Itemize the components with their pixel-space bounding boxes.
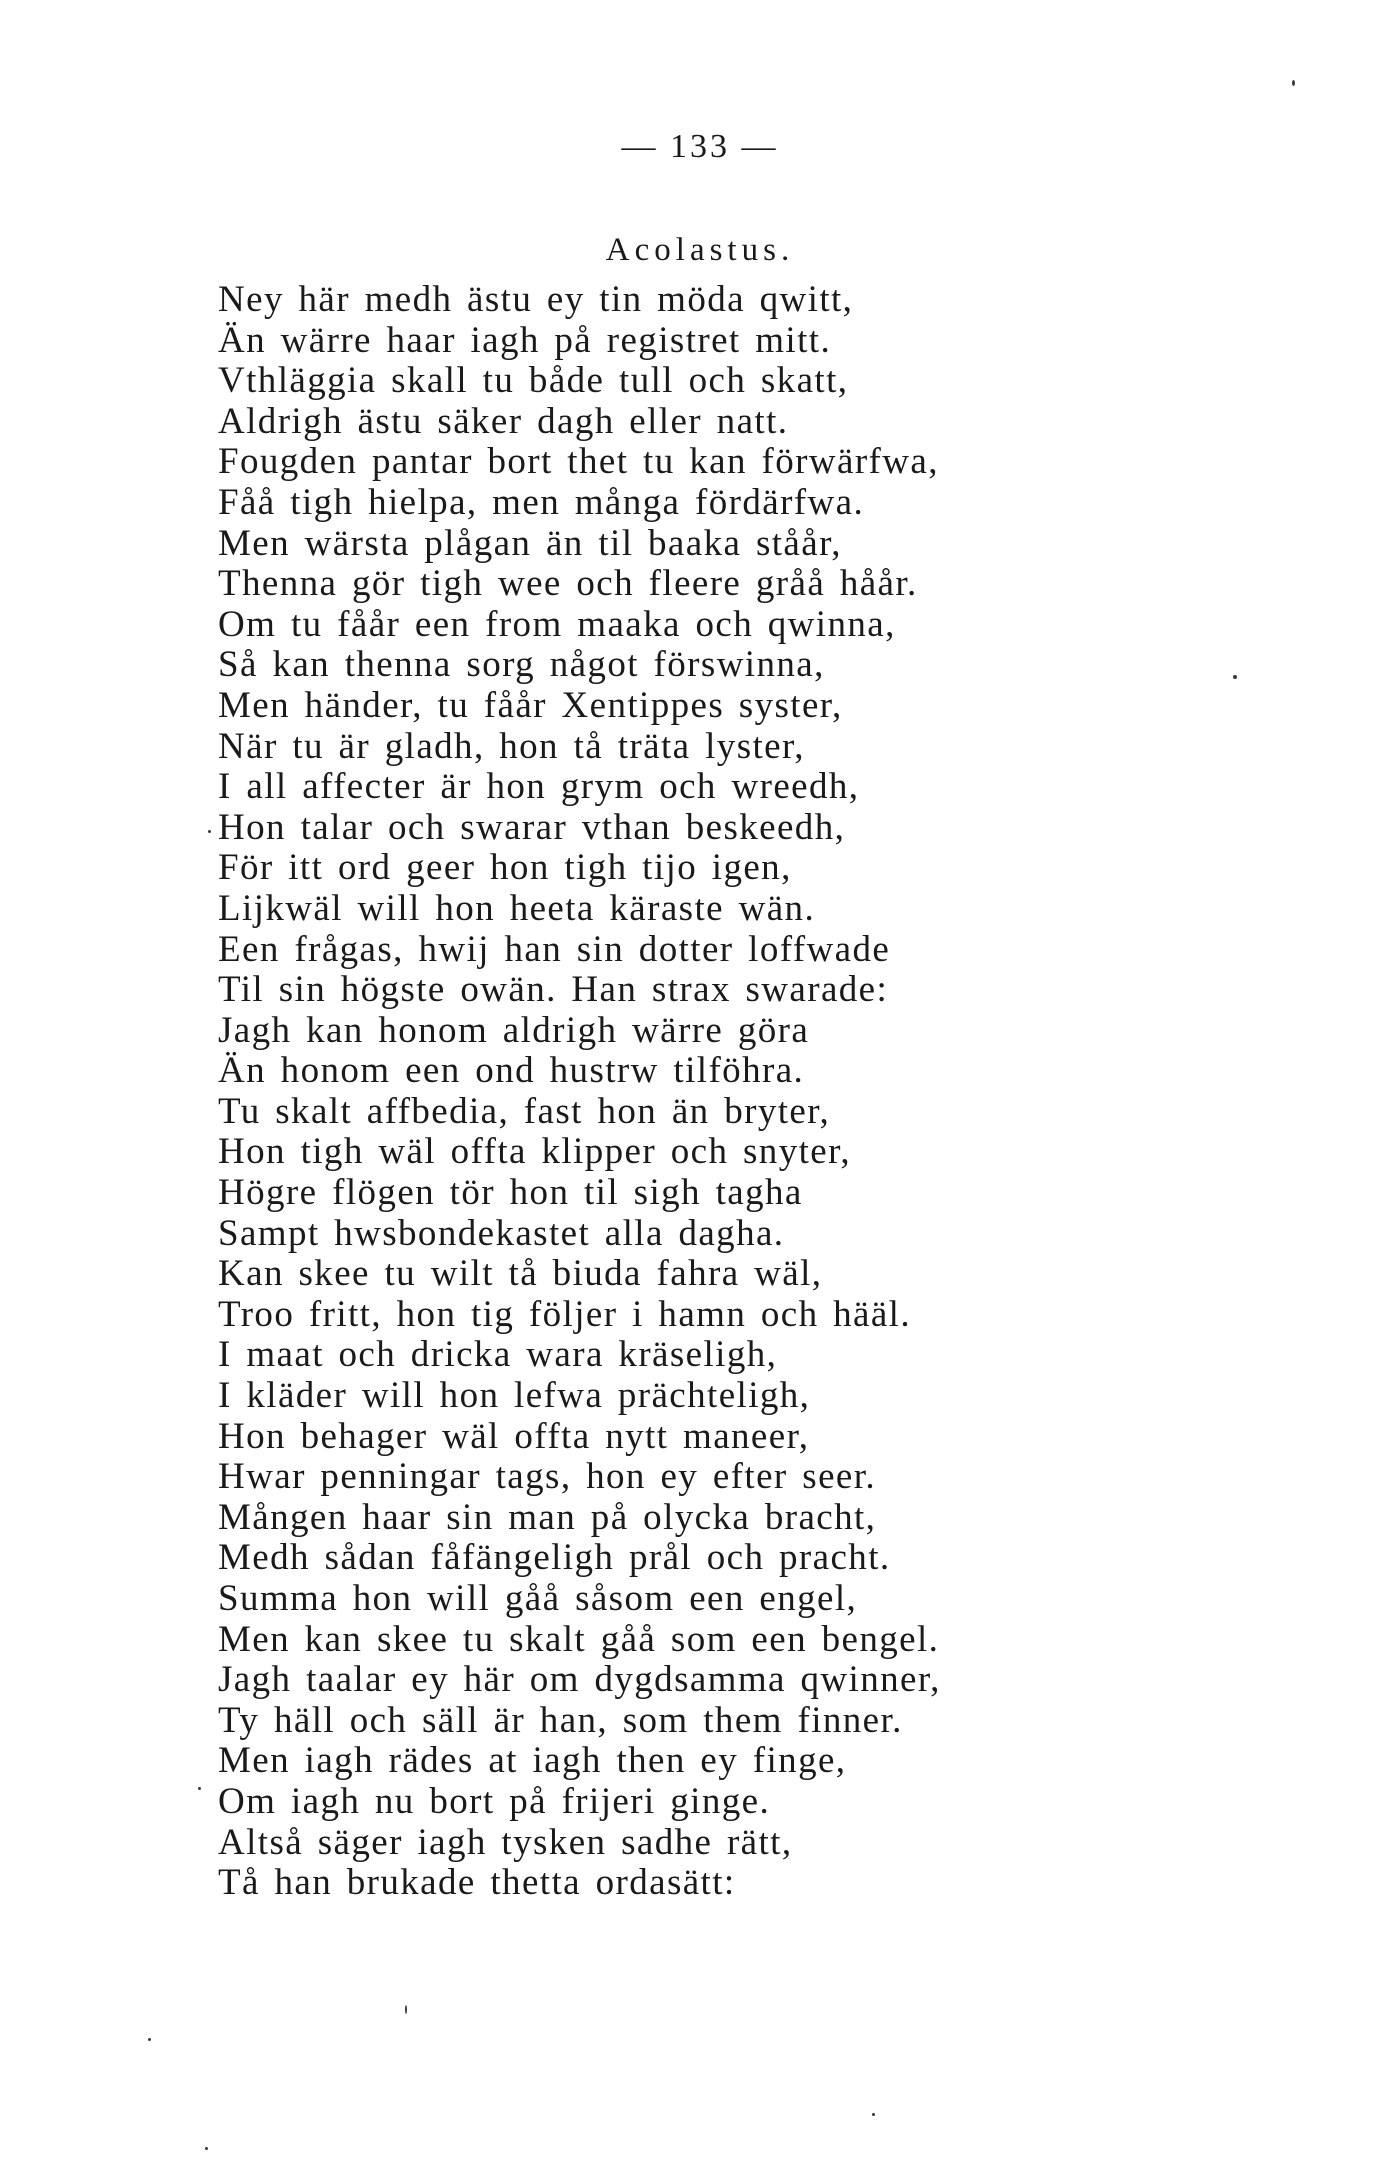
paper-speck — [1233, 675, 1237, 679]
verse-line: I maat och dricka wara kräseligh, — [218, 1334, 778, 1376]
verse-line: Til sin högste owän. Han strax swarade: — [218, 969, 889, 1011]
verse-line: Fåå tigh hielpa, men många fördärfwa. — [218, 481, 865, 523]
verse-line: I all affecter är hon grym och wreedh, — [218, 766, 860, 808]
verse-line: Medh sådan fåfängeligh prål och pracht. — [218, 1537, 891, 1579]
verse-line: Jagh kan honom aldrigh wärre göra — [218, 1009, 810, 1051]
verse-line: Sampt hwsbondekastet alla dagha. — [218, 1212, 785, 1254]
verse-line: Än honom een ond hustrw tilföhra. — [218, 1050, 805, 1092]
paper-speck — [198, 1787, 201, 1790]
verse-line: Vthläggia skall tu både tull och skatt, — [218, 360, 849, 402]
verse-line: Jagh taalar ey här om dygdsamma qwinner, — [218, 1659, 941, 1701]
paper-speck — [872, 2113, 875, 2116]
verse-line: Hwar penningar tags, hon ey efter seer. — [218, 1456, 877, 1498]
verse-line: Ty häll och säll är han, som them finner. — [218, 1699, 903, 1741]
verse-line: Men kan skee tu skalt gåå som een bengel. — [218, 1618, 940, 1660]
verse-line: Men wärsta plågan än til baaka ståår, — [218, 522, 842, 564]
paper-speck — [405, 2005, 407, 2014]
verse-line: Troo fritt, hon tig följer i hamn och hääl. — [218, 1293, 912, 1335]
verse-block — [218, 280, 1268, 1904]
verse-line: I kläder will hon lefwa prächteligh, — [218, 1375, 811, 1417]
verse-line: Aldrigh ästu säker dagh eller natt. — [218, 400, 789, 442]
verse-line: Hon tigh wäl offta klipper och snyter, — [218, 1131, 851, 1173]
verse-line: Om tu fåår een from maaka och qwinna, — [218, 603, 896, 645]
verse-line: Ney här medh ästu ey tin möda qwitt, — [218, 279, 854, 320]
verse-line: Tå han brukade thetta ordasätt: — [218, 1862, 736, 1904]
verse-line: Altså säger iagh tysken sadhe rätt, — [218, 1821, 793, 1863]
verse-line: Thenna gör tigh wee och fleere gråå håår. — [218, 563, 918, 605]
paper-speck — [208, 830, 211, 833]
verse-line: Mången haar sin man på olycka bracht, — [218, 1496, 877, 1538]
verse-line: Hon talar och swarar vthan beskeedh, — [218, 806, 846, 848]
verse-line: Fougden pantar bort thet tu kan förwärfwa, — [218, 441, 939, 483]
verse-line: Men händer, tu fåår Xentippes syster, — [218, 684, 843, 726]
verse-line: Lijkwäl will hon heeta käraste wän. — [218, 887, 816, 929]
verse-line: Summa hon will gåå såsom een engel, — [218, 1578, 858, 1619]
verse-line: Än wärre haar iagh på registret mitt. — [218, 319, 832, 361]
verse-line: Tu skalt affbedia, fast hon än bryter, — [218, 1090, 831, 1132]
verse-line: Een frågas, hwij han sin dotter loffwade — [218, 928, 891, 970]
verse-line: För itt ord geer hon tigh tijo igen, — [218, 847, 792, 889]
paper-speck — [148, 2038, 151, 2041]
page-number: — 133 — — [621, 128, 779, 165]
paper-speck — [205, 2147, 208, 2150]
verse-line: Så kan thenna sorg något förswinna, — [218, 644, 825, 686]
verse-line: Högre flögen tör hon til sigh tagha — [218, 1172, 803, 1214]
verse-line: Hon behager wäl offta nytt maneer, — [218, 1415, 810, 1457]
paper-speck — [1292, 80, 1295, 86]
verse-line: Men iagh rädes at iagh then ey finge, — [218, 1740, 847, 1782]
section-heading: Acolastus. — [605, 232, 795, 268]
verse-line: Om iagh nu bort på frijeri ginge. — [218, 1780, 771, 1822]
verse-line: Kan skee tu wilt tå biuda fahra wäl, — [218, 1253, 823, 1295]
verse-line: När tu är gladh, hon tå träta lyster, — [218, 725, 805, 767]
